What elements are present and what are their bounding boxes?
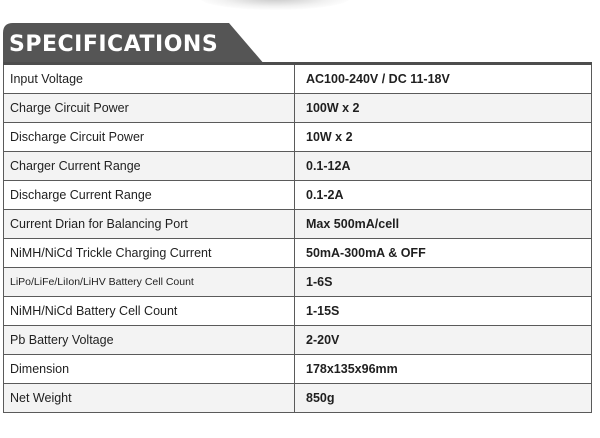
table-row	[4, 94, 592, 123]
spec-value: Max 500mA/cell	[295, 210, 592, 239]
table-row	[4, 152, 592, 181]
table-row	[4, 239, 592, 268]
spec-label: Discharge Circuit Power	[4, 123, 295, 152]
spec-label: Current Drian for Balancing Port	[4, 210, 295, 239]
table-row	[4, 123, 592, 152]
spec-label: Charge Circuit Power	[4, 94, 295, 123]
spec-label: LiPo/LiFe/LiIon/LiHV Battery Cell Count	[4, 268, 295, 297]
spec-label: Input Voltage	[4, 65, 295, 94]
spec-value: 850g	[295, 384, 592, 413]
table-row	[4, 384, 592, 413]
spec-value: 50mA-300mA & OFF	[295, 239, 592, 268]
spec-table	[3, 65, 592, 413]
spec-label: Charger Current Range	[4, 152, 295, 181]
spec-label: Pb Battery Voltage	[4, 326, 295, 355]
spec-value: 10W x 2	[295, 123, 592, 152]
table-row	[4, 326, 592, 355]
table-row	[4, 210, 592, 239]
table-row	[4, 268, 592, 297]
spec-label: Discharge Current Range	[4, 181, 295, 210]
spec-label: Net Weight	[4, 384, 295, 413]
product-shadow	[200, 0, 350, 10]
table-row	[4, 65, 592, 94]
spec-value: 1-6S	[295, 268, 592, 297]
spec-value: 0.1-12A	[295, 152, 592, 181]
spec-label: NiMH/NiCd Trickle Charging Current	[4, 239, 295, 268]
spec-value: 0.1-2A	[295, 181, 592, 210]
table-row	[4, 181, 592, 210]
spec-value: 100W x 2	[295, 94, 592, 123]
spec-value: 1-15S	[295, 297, 592, 326]
spec-value: 178x135x96mm	[295, 355, 592, 384]
table-row	[4, 297, 592, 326]
spec-value: AC100-240V / DC 11-18V	[295, 65, 592, 94]
spec-value: 2-20V	[295, 326, 592, 355]
spec-label: NiMH/NiCd Battery Cell Count	[4, 297, 295, 326]
spec-label: Dimension	[4, 355, 295, 384]
page-title: SPECIFICATIONS	[9, 32, 219, 57]
table-row	[4, 355, 592, 384]
